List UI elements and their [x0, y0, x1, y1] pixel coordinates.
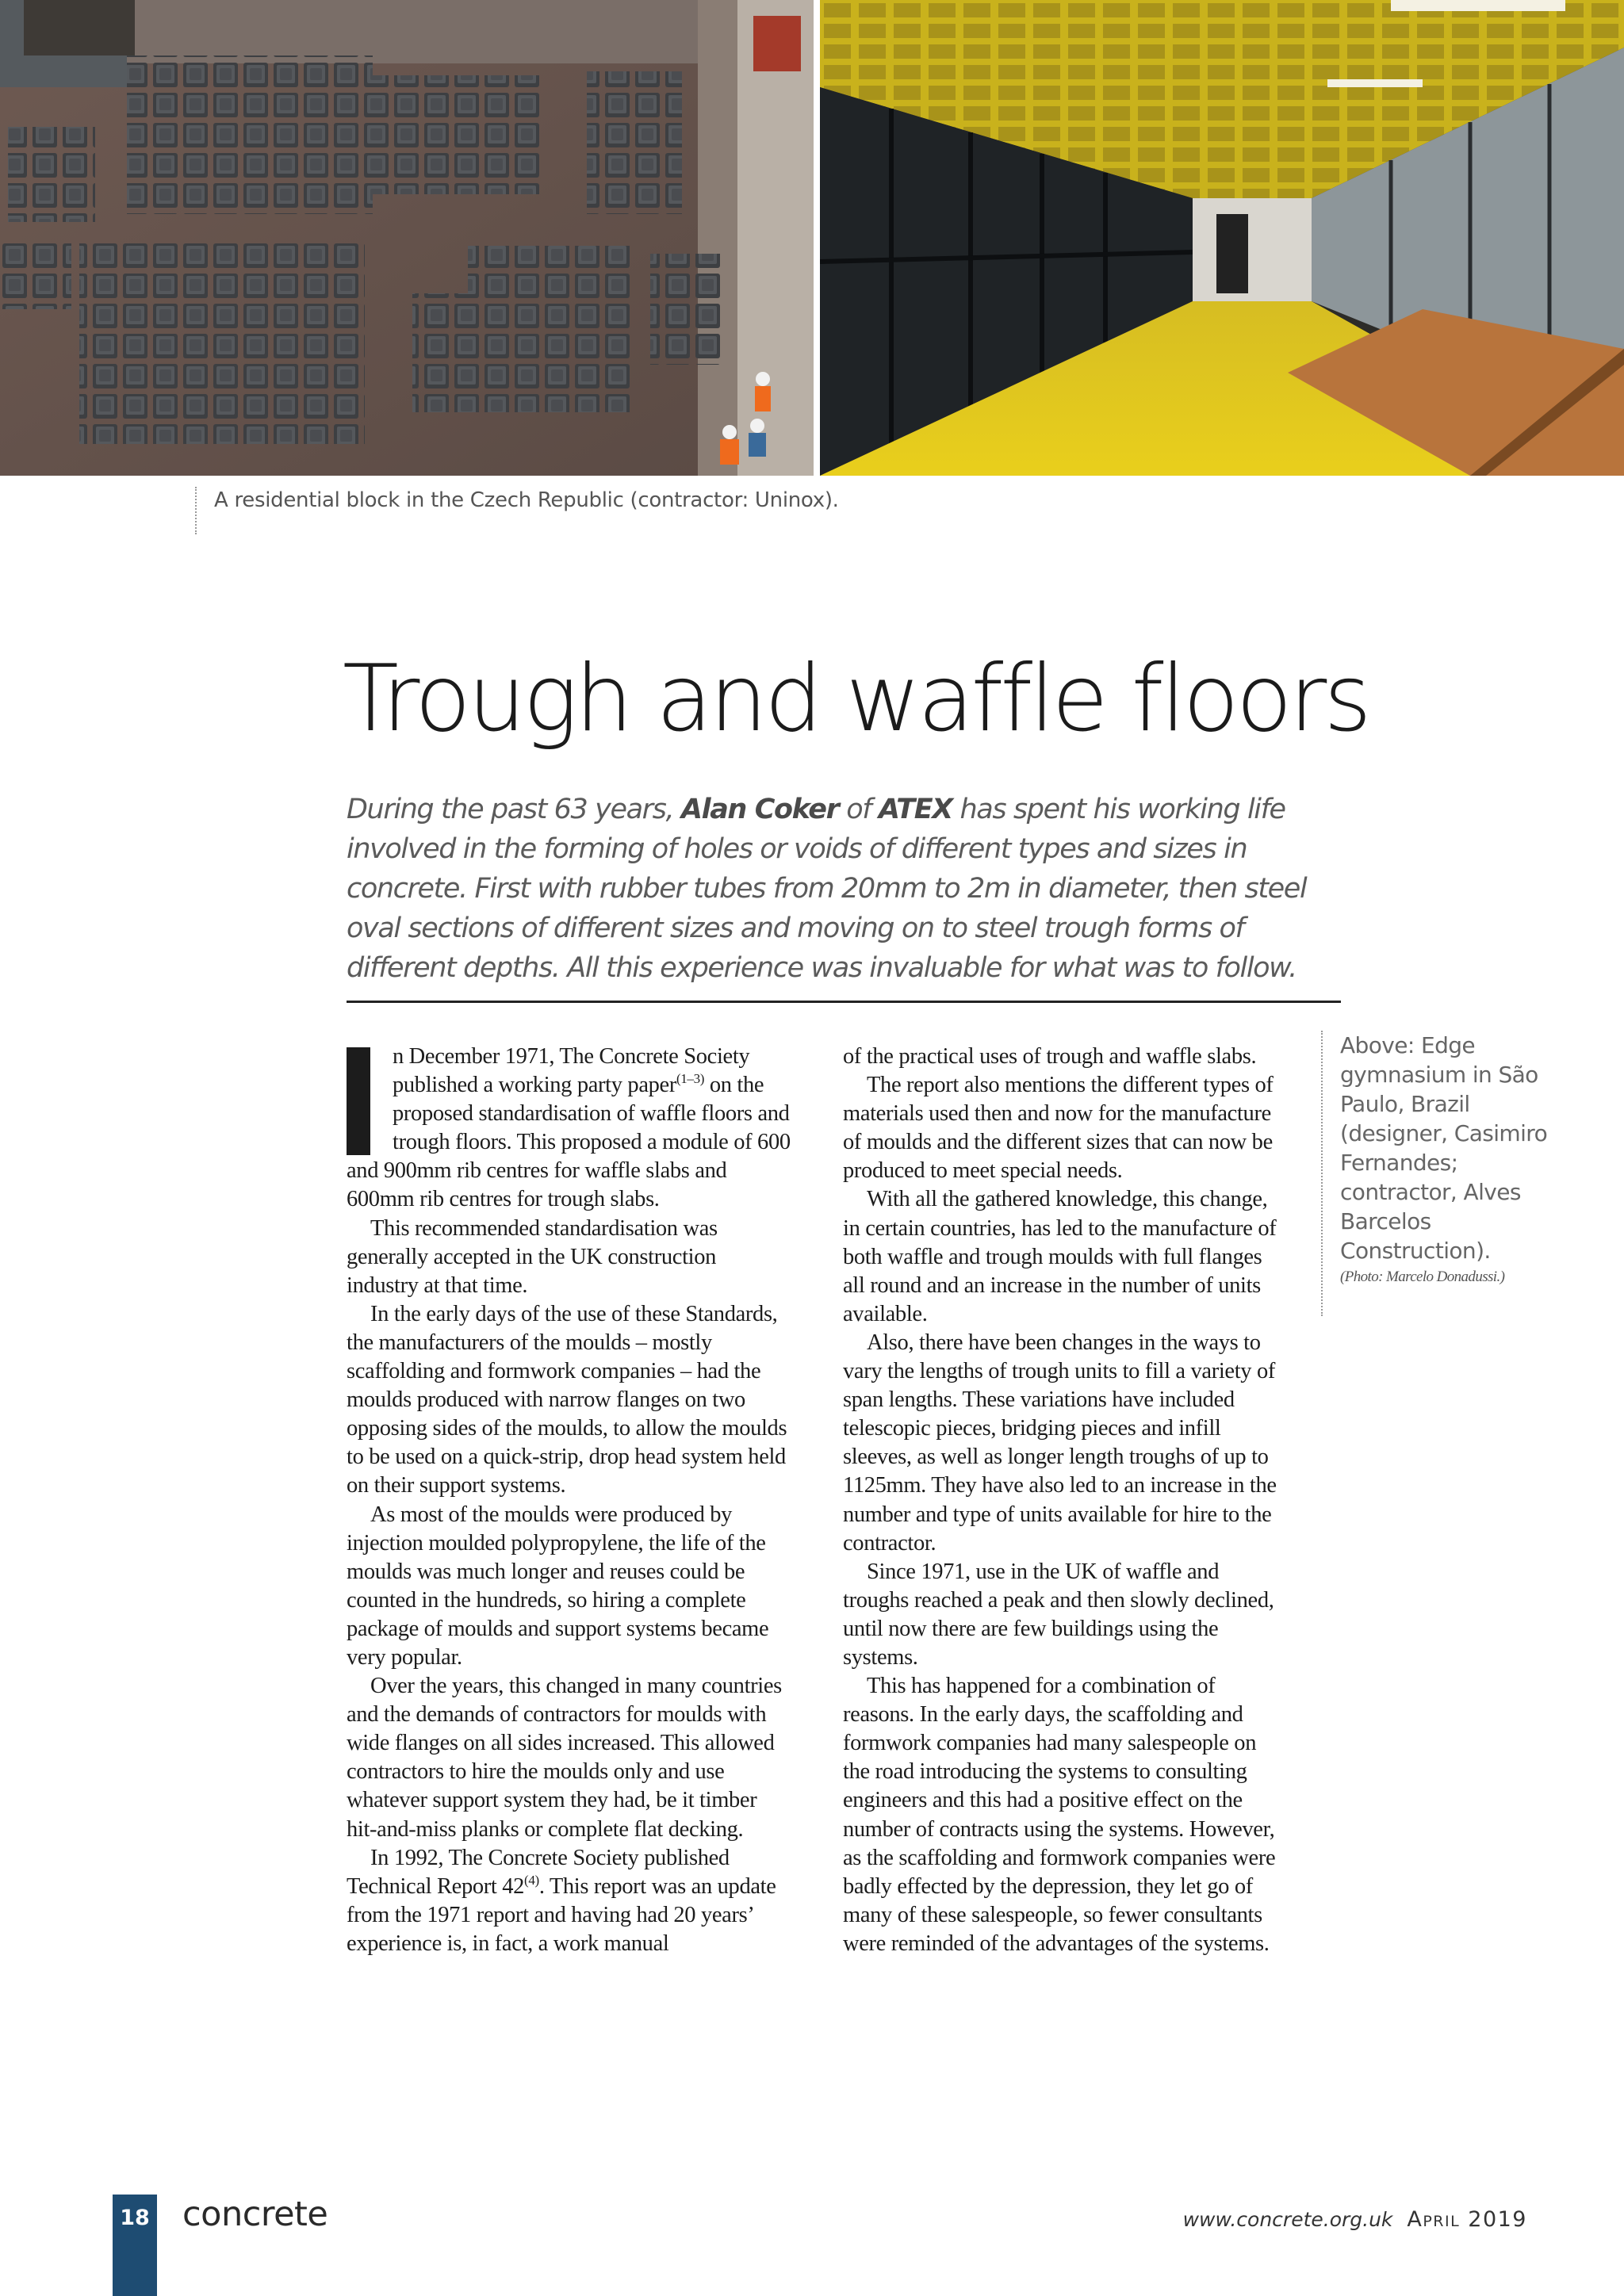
paragraph-text: . This report was an update from the 1971 report and having had 20 years’ experience is, in fact, a work manual — [347, 1873, 776, 1956]
article-title: Trough and waffle floors — [343, 645, 1369, 752]
paragraph: As most of the moulds were produced by injection moulded polypropylene, the life of the moulds was much longer and reuses could be counted in the hundreds, so hiring a complete package of moulds and support systems became very popular. — [347, 1502, 769, 1670]
paragraph-text: on the proposed standardisation of waffle floors and trough floors. This proposed a module of 600 and 900mm rib centres for waffle slabs and 600mm rib centres for trough slabs. — [347, 1073, 791, 1212]
paragraph: This recommended standardisation was generally accepted in the UK construction industry at that time. — [347, 1215, 718, 1298]
standfirst-of: of — [838, 794, 879, 825]
reference-marker: (4) — [524, 1872, 539, 1888]
article-standfirst — [347, 790, 1354, 988]
side-caption-text: Above: Edge gymnasium in São Paulo, Brazil (designer, Casimiro Fernandes; contractor, Alves Barcelos Construction). — [1340, 1032, 1548, 1264]
paragraph: The report also mentions the different types of materials used then and now for the manufacture of moulds and the different sizes that can now be produced to meet special needs. — [843, 1073, 1274, 1184]
photo-construction-site — [0, 0, 814, 476]
paragraph: Over the years, this changed in many countries and the demands of contractors for moulds with wide flanges on all sides increased. This allowed contractors to hire the moulds only and use whatever support system they had, be it timber hit-and-miss planks or complete flat decking. — [347, 1674, 782, 1842]
paragraph — [347, 1043, 791, 1215]
top-photo-caption: A residential block in the Czech Republic (contractor: Uninox). — [195, 487, 839, 534]
paragraph: Since 1971, use in the UK of waffle and troughs reached a peak and then slowly declined, until now there are few buildings using the systems. — [843, 1559, 1274, 1670]
magazine-name: concrete — [182, 2195, 328, 2234]
photo-gymnasium-interior — [820, 0, 1624, 476]
standfirst-body: has spent his working life involved in the forming of holes or voids of different types and sizes in concrete. First with rubber tubes from 20mm to 2m in diameter, then steel oval sections of different sizes and moving on to steel trough forms of different depths. All this experience was invaluable for what was to follow. — [347, 794, 1307, 984]
page-number: 18 — [120, 2206, 150, 2230]
paragraph — [347, 1844, 791, 1958]
construction-site-illustration — [0, 0, 814, 476]
paragraph-text: In 1992, The Concrete Society published Technical Report 42 — [347, 1845, 730, 1899]
reference-marker: (1–3) — [676, 1071, 705, 1087]
paragraph-text: n December 1971, The Concrete Society published a working party paper — [393, 1044, 750, 1098]
gymnasium-illustration — [820, 0, 1624, 476]
side-photo-caption — [1321, 1031, 1554, 1316]
footer-info — [1183, 2207, 1527, 2232]
standfirst-intro: During the past 63 years, — [347, 794, 681, 825]
standfirst-author: Alan Coker — [680, 794, 839, 825]
photo-credit: (Photo: Marcelo Donadussi.) — [1340, 1269, 1505, 1285]
paragraph: This has happened for a combination of reasons. In the early days, the scaffolding and formwork companies had many salespeople on the road introducing the systems to consulting engineers and this had a positive effect on the number of contracts using the systems. However, as the scaffolding and formwork companies were badly effected by the depression, they let go of many of these salespeople, so fewer consultants were reminded of the advantages of the systems. — [843, 1674, 1276, 1956]
body-column-2 — [843, 1043, 1287, 1958]
paragraph: Also, there have been changes in the ways to vary the lengths of trough units to fill a variety of span lengths. These variations have included telescopic pieces, bridging pieces and infill sleeves, as well as longer length troughs of up to 1125mm. They have also led to an increase in the number and type of units available for hire to the contractor. — [843, 1330, 1277, 1556]
paragraph: of the practical uses of trough and waffle slabs. — [843, 1044, 1257, 1069]
body-column-1 — [347, 1043, 791, 1958]
drop-cap — [347, 1047, 370, 1155]
standfirst-company: ATEX — [878, 794, 952, 825]
paragraph: In the early days of the use of these Standards, the manufacturers of the moulds – mostly scaffolding and formwork companies – had the moulds produced with narrow flanges on two opposing sides of the moulds, to allow the moulds to be used on a quick-strip, drop head system held on their support systems. — [347, 1301, 787, 1498]
website-link[interactable]: www.concrete.org.uk — [1182, 2208, 1393, 2231]
issue-date: April 2019 — [1407, 2207, 1527, 2232]
paragraph: With all the gathered knowledge, this change, in certain countries, has led to the manufacture of both waffle and trough moulds with full flanges all round and an increase in the number of units available. — [843, 1187, 1277, 1326]
title-divider — [347, 1001, 1341, 1003]
